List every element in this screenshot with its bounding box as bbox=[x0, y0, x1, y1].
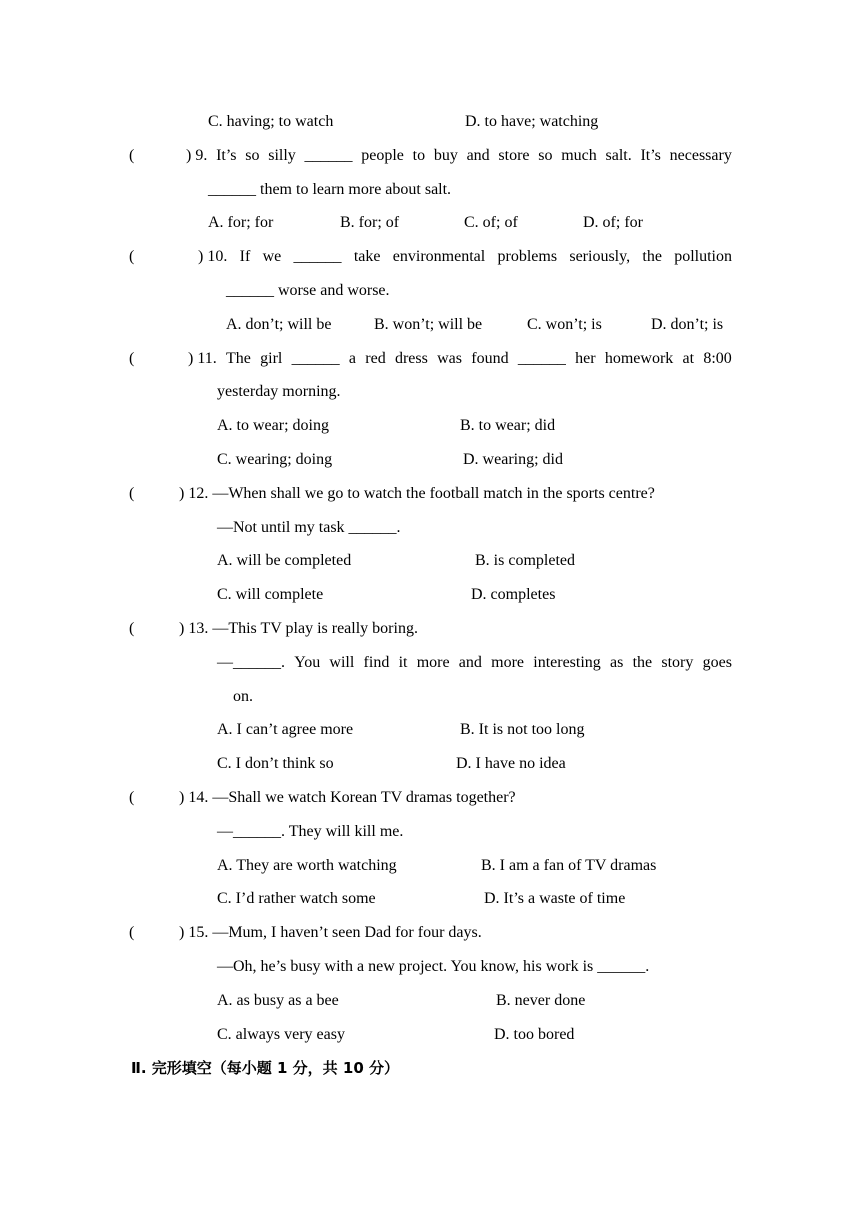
q9-stem-line1 bbox=[186, 145, 732, 167]
word: to bbox=[412, 147, 426, 164]
q15-option-d: D. too bored bbox=[494, 1026, 575, 1043]
q13-stem-line3: on. bbox=[233, 688, 253, 705]
word: her bbox=[575, 350, 596, 367]
word: It’s bbox=[216, 147, 237, 164]
word: salt. bbox=[605, 147, 632, 164]
q13-option-a: A. I can’t agree more bbox=[217, 721, 354, 738]
word: so bbox=[538, 147, 553, 164]
q14-stem-line1: ) 14. —Shall we watch Korean TV dramas together? bbox=[179, 789, 516, 806]
word: The bbox=[226, 350, 251, 367]
q11-option-a: A. to wear; doing bbox=[217, 417, 329, 434]
word: ______ bbox=[291, 350, 340, 367]
q11-stem-line2: yesterday morning. bbox=[217, 383, 341, 400]
word: so bbox=[245, 147, 260, 164]
q8-option-d: D. to have; watching bbox=[465, 113, 599, 130]
word: more bbox=[491, 654, 525, 671]
q12-option-b: B. is completed bbox=[475, 552, 575, 569]
word: at bbox=[682, 350, 695, 367]
word: as bbox=[610, 654, 624, 671]
word: pollution bbox=[674, 248, 732, 265]
q8-option-c: C. having; to watch bbox=[208, 113, 334, 130]
word: necessary bbox=[669, 147, 732, 164]
word: girl bbox=[260, 350, 283, 367]
q9-option-b: B. for; of bbox=[340, 214, 400, 231]
word: people bbox=[361, 147, 404, 164]
word: —______. bbox=[217, 654, 285, 671]
q12-option-c: C. will complete bbox=[217, 586, 324, 603]
word: we bbox=[262, 248, 282, 265]
q13-stem-line1: ) 13. —This TV play is really boring. bbox=[179, 620, 418, 637]
q9-option-a: A. for; for bbox=[208, 214, 274, 231]
word: If bbox=[239, 248, 251, 265]
word: dress bbox=[394, 350, 428, 367]
word: found bbox=[471, 350, 509, 367]
q10-stem-line1 bbox=[198, 246, 732, 268]
answer-paren: ( bbox=[129, 350, 135, 367]
word: find bbox=[363, 654, 390, 671]
q14-option-a: A. They are worth watching bbox=[217, 857, 397, 874]
word: environmental bbox=[392, 248, 486, 265]
word: much bbox=[561, 147, 597, 164]
word: ) 10. bbox=[198, 248, 228, 265]
q11-option-c: C. wearing; doing bbox=[217, 451, 333, 468]
section-2-heading: Ⅱ. 完形填空（每小题 1 分，共 10 分） bbox=[131, 1059, 400, 1077]
word: and bbox=[466, 147, 490, 164]
q11-option-b: B. to wear; did bbox=[460, 417, 556, 434]
q9-option-d: D. of; for bbox=[583, 214, 643, 231]
word: store bbox=[498, 147, 530, 164]
q12-stem-line1: ) 12. —When shall we go to watch the football match in the sports centre? bbox=[179, 485, 655, 502]
q10-stem-line2: ______ worse and worse. bbox=[226, 282, 390, 299]
word: a bbox=[348, 350, 356, 367]
q15-option-b: B. never done bbox=[496, 992, 586, 1009]
word: problems bbox=[497, 248, 558, 265]
q12-stem-line2: —Not until my task ______. bbox=[217, 519, 401, 536]
word: ) 9. bbox=[186, 147, 208, 164]
word: seriously, bbox=[569, 248, 631, 265]
word: buy bbox=[433, 147, 458, 164]
word: silly bbox=[268, 147, 296, 164]
word: it bbox=[398, 654, 408, 671]
word: goes bbox=[702, 654, 732, 671]
q14-option-b: B. I am a fan of TV dramas bbox=[481, 857, 657, 874]
q10-option-a: A. don’t; will be bbox=[226, 316, 332, 333]
answer-paren: ( bbox=[129, 789, 135, 806]
answer-paren: ( bbox=[129, 248, 135, 265]
q14-option-d: D. It’s a waste of time bbox=[484, 890, 626, 907]
word: story bbox=[661, 654, 694, 671]
word: was bbox=[437, 350, 463, 367]
word: red bbox=[365, 350, 386, 367]
word: 8:00 bbox=[703, 350, 732, 367]
word: will bbox=[329, 654, 355, 671]
q15-option-c: C. always very easy bbox=[217, 1026, 345, 1043]
word: ) 11. bbox=[188, 350, 217, 367]
word: interesting bbox=[533, 654, 601, 671]
q12-option-a: A. will be completed bbox=[217, 552, 352, 569]
word: You bbox=[294, 654, 321, 671]
word: homework bbox=[604, 350, 674, 367]
q13-option-d: D. I have no idea bbox=[456, 755, 566, 772]
word: ______ bbox=[293, 248, 342, 265]
answer-paren: ( bbox=[129, 924, 135, 941]
q14-stem-line2: —______. They will kill me. bbox=[217, 823, 404, 840]
answer-paren: ( bbox=[129, 620, 135, 637]
q15-stem-line2: —Oh, he’s busy with a new project. You know, his work is ______. bbox=[217, 958, 650, 975]
q10-option-c: C. won’t; is bbox=[527, 316, 602, 333]
q12-option-d: D. completes bbox=[471, 586, 556, 603]
q15-stem-line1: ) 15. —Mum, I haven’t seen Dad for four days. bbox=[179, 924, 482, 941]
q10-option-b: B. won’t; will be bbox=[374, 316, 483, 333]
q9-option-c: C. of; of bbox=[464, 214, 518, 231]
word: and bbox=[458, 654, 482, 671]
q11-option-d: D. wearing; did bbox=[463, 451, 563, 468]
q10-option-d: D. don’t; is bbox=[651, 316, 724, 333]
q13-stem-line2 bbox=[217, 652, 732, 674]
answer-paren: ( bbox=[129, 485, 135, 502]
word: ______ bbox=[517, 350, 566, 367]
q14-option-c: C. I’d rather watch some bbox=[217, 890, 376, 907]
word: the bbox=[632, 654, 653, 671]
q9-stem-line2: ______ them to learn more about salt. bbox=[208, 181, 452, 198]
q13-option-c: C. I don’t think so bbox=[217, 755, 334, 772]
word: ______ bbox=[304, 147, 353, 164]
word: It’s bbox=[640, 147, 661, 164]
q15-option-a: A. as busy as a bee bbox=[217, 992, 339, 1009]
word: take bbox=[353, 248, 381, 265]
answer-paren: ( bbox=[129, 147, 135, 164]
word: the bbox=[642, 248, 662, 265]
q13-option-b: B. It is not too long bbox=[460, 721, 585, 738]
q11-stem-line1 bbox=[188, 348, 732, 370]
word: more bbox=[416, 654, 450, 671]
